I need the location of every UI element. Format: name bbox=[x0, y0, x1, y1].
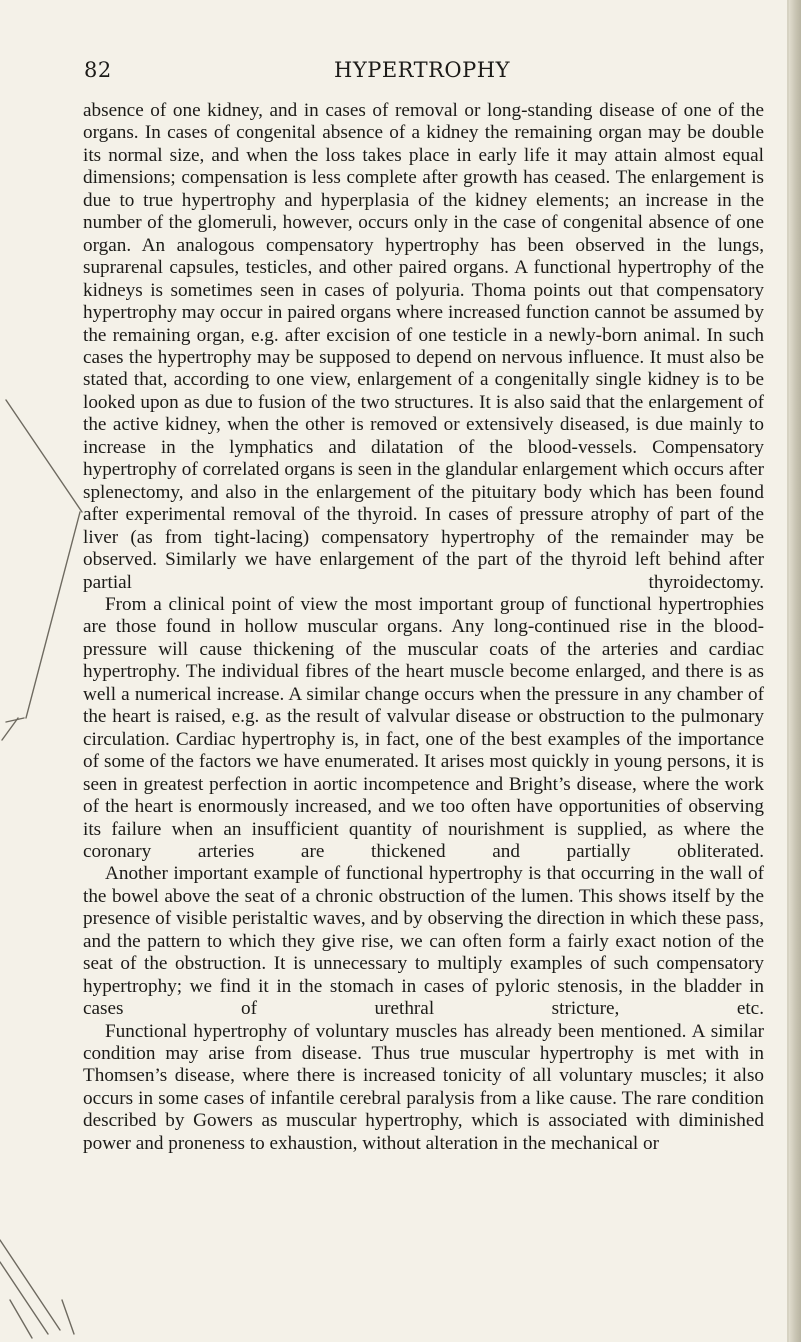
paragraph-3: Another important example of functional hypertrophy is that occurring in the wall of the bowel above the seat of a chronic obstruction of the lumen. This shows itself by the presence of visible peristaltic waves, and by observing the direction in which these pass, and the pattern to which they give rise, we can often form a fairly exact notion of the seat of the obstruction. It is unnecessary to multiply examples of such compensatory hypertrophy; we find it in the stomach in cases of pyloric stenosis, in the bladder in cases of urethral stricture, etc. bbox=[83, 863, 764, 1020]
page-header bbox=[84, 58, 760, 88]
paragraph-1: absence of one kidney, and in cases of removal or long-standing disease of one of the organs. In cases of congenital absence of a kidney the remaining organ may be double its normal size, and when the loss takes place in early life it may attain almost equal dimensions; compensation is less complete after growth has ceased. The enlargement is due to true hypertrophy and hyperplasia of the kidney elements; an increase in the number of the glomeruli, however, occurs only in the case of congenital absence of one organ. An analogous compensatory hypertrophy has been observed in the lungs, suprarenal capsules, testicles, and other paired organs. A functional hypertrophy of the kidneys is sometimes seen in cases of polyuria. Thoma points out that compensatory hypertrophy may occur in paired organs where increased function cannot be assumed by the remaining organ, e.g. after excision of one testicle in a newly-born animal. In such cases the hypertrophy may be supposed to depend on nervous influence. It must also be stated that, according to one view, enlargement of a congenitally single kidney is to be looked upon as due to fusion of the two structures. It is also said that the enlargement of the active kidney, when the other is removed or extensively diseased, is due mainly to increase in the lymphatics and dilatation of the blood-vessels. Compensatory hypertrophy of correlated organs is seen in the glandular enlargement which occurs after splenectomy, and also in the enlargement of the pituitary body which has been found after experimental removal of the thyroid. In cases of pressure atrophy of part of the liver (as from tight-lacing) compensatory hypertrophy of the remainder may be observed. Similarly we have enlargement of the part of the thyroid left behind after partial thyroidectomy. bbox=[83, 100, 764, 593]
body-text bbox=[83, 100, 764, 1155]
paragraph-2: From a clinical point of view the most important group of functional hypertrophies are those found in hollow muscular organs. Any long-continued rise in the blood-pressure will cause thickening of the muscular coats of the arteries and cardiac hypertrophy. The individual fibres of the heart muscle become enlarged, and there is as well a numerical increase. A similar change occurs when the pressure in any chamber of the heart is raised, e.g. as the result of valvular disease or obstruction to the pulmonary circulation. Cardiac hypertrophy is, in fact, one of the best examples of the importance of some of the factors we have enumerated. It arises most quickly in young persons, it is seen in greatest perfection in aortic incompetence and Bright’s disease, where the work of the heart is enormously increased, and we too often have opportunities of observing its failure when an insufficient quantity of nourishment is supplied, as where the coronary arteries are thickened and partially obliterated. bbox=[83, 593, 764, 862]
running-head: HYPERTROPHY bbox=[334, 58, 510, 82]
page-number: 82 bbox=[84, 58, 112, 82]
page-edge bbox=[787, 0, 801, 1342]
paragraph-4: Functional hypertrophy of voluntary muscles has already been mentioned. A similar condition may arise from disease. Thus true muscular hypertrophy is met with in Thomsen’s disease, where there is increased tonicity of all voluntary muscles; it also occurs in some cases of infantile cerebral paralysis from a like cause. The rare condition described by Gowers as muscular hypertrophy, which is associated with diminished power and proneness to exhaustion, without alteration in the mechanical or bbox=[83, 1020, 764, 1154]
